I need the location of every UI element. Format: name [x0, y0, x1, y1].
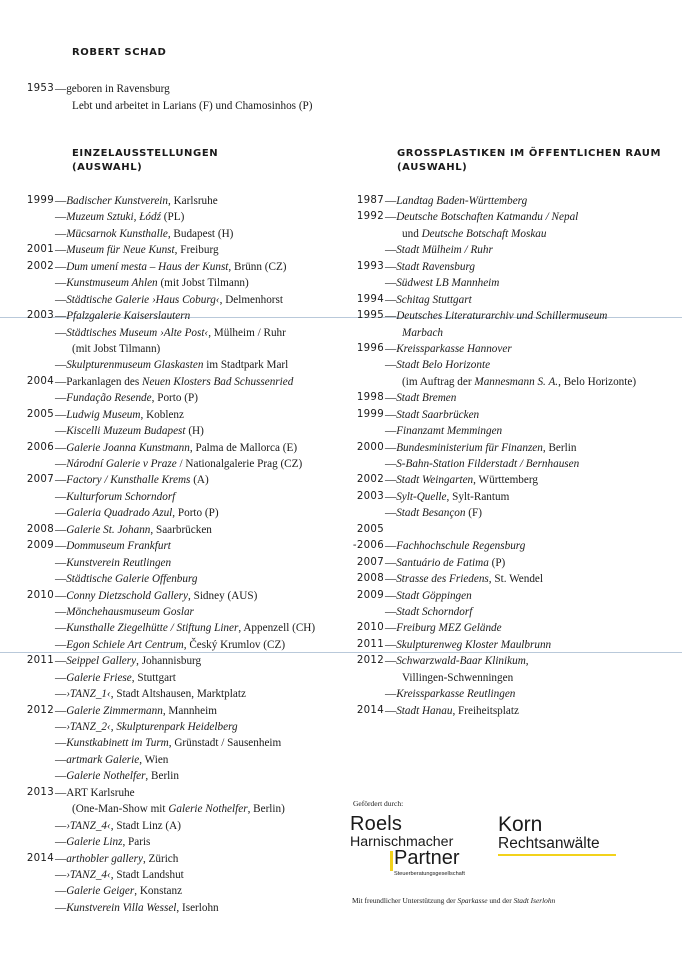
- entry-text: Kunstmuseum Ahlen: [66, 277, 158, 290]
- em-dash: —: [385, 310, 397, 323]
- korn-logo-underline: [498, 854, 616, 856]
- entry-text: Kreissparkasse Hannover: [396, 342, 512, 355]
- em-dash: —: [55, 540, 67, 553]
- entry-text: , Mülheim / Ruhr: [208, 326, 286, 339]
- entry-text: , Stadt Altshausen, Marktplatz: [110, 688, 246, 701]
- korn-rechtsanwaelte-logo: [498, 813, 628, 861]
- entry-text: Städtische Galerie ›Haus Coburg‹: [66, 293, 220, 306]
- em-dash: —: [385, 556, 397, 569]
- em-dash: —: [385, 655, 397, 668]
- em-dash: —: [385, 507, 397, 520]
- entry-text: Stadt Bremen: [396, 392, 457, 405]
- entry-text: (mit Jobst Tilmann): [72, 342, 161, 355]
- entry-text: Muzeum Sztuki, Łódź: [66, 211, 161, 224]
- em-dash: —: [385, 704, 397, 717]
- em-dash: —: [385, 211, 397, 224]
- em-dash: —: [55, 458, 67, 470]
- em-dash: —: [55, 408, 67, 421]
- entry-text: (P): [488, 556, 506, 569]
- entry-text: , Wien: [139, 753, 169, 766]
- entry-text: (im Auftrag der: [402, 375, 475, 388]
- entry-text: Sylt-Quelle: [396, 490, 447, 503]
- entry-text: Deutsche Botschaften Katmandu / Nepal: [396, 211, 579, 224]
- year-label: 2004: [26, 375, 54, 387]
- entry-text: Galerie Geiger: [66, 885, 135, 898]
- em-dash: —: [385, 425, 397, 438]
- em-dash: —: [385, 359, 397, 372]
- em-dash: —: [55, 293, 67, 306]
- em-dash: —: [55, 507, 67, 520]
- entry-text: Museum für Neue Kunst: [66, 244, 175, 257]
- entry-text: Factory / Kunsthalle Krems: [66, 474, 191, 487]
- year-label: 1995: [356, 310, 384, 322]
- sponsor-label: Gefördert durch:: [353, 799, 404, 808]
- entry-text: Kunsthalle Ziegelhütte / Stiftung Liner: [66, 622, 239, 635]
- entry-text: , Sidney (AUS): [188, 589, 258, 602]
- entry-text: arthobler gallery: [66, 852, 143, 865]
- entry-text: Galerie St. Johann: [66, 523, 151, 536]
- year-label: 2008: [356, 573, 384, 585]
- artist-name: ROBERT SCHAD: [72, 47, 167, 58]
- year-label: 2012: [356, 655, 384, 667]
- entry-text: Schwarzwald-Baar Klinikum: [396, 655, 526, 668]
- year-label: 2005: [26, 408, 54, 420]
- em-dash: —: [385, 573, 397, 586]
- entry-text: Städtische Galerie Offenburg: [66, 573, 198, 586]
- entry-text: Stadt Belo Horizonte: [396, 359, 491, 372]
- entry-text: , Sylt-Rantum: [446, 490, 510, 503]
- entry-text: Freiburg MEZ Gelände: [396, 622, 502, 635]
- em-dash: —: [55, 490, 67, 503]
- em-dash: —: [385, 638, 397, 651]
- entry-text: Seippel Gallery: [66, 655, 137, 668]
- year-label: -2006: [352, 540, 384, 552]
- entry-text: , Palma de Mallorca (E): [189, 441, 298, 454]
- em-dash: —: [55, 359, 67, 372]
- entry-text: (One-Man-Show mit: [72, 803, 169, 816]
- em-dash: —: [55, 622, 67, 635]
- entry-text: Galerie Linz: [66, 836, 123, 849]
- public-sculptures-heading: [397, 147, 661, 175]
- entry-text: Stadt Ravensburg: [396, 260, 476, 273]
- entry-text: Deutsches Literaturarchiv und Schillermuseum: [396, 310, 608, 323]
- em-dash: —: [55, 638, 67, 651]
- em-dash: —: [385, 293, 397, 306]
- entry-text: Galerie Nothelfer: [168, 803, 248, 816]
- em-dash: —: [385, 622, 397, 635]
- entry-text: Stadt Iserlohn: [513, 896, 556, 905]
- em-dash: —: [55, 704, 67, 717]
- entry-text: Stadt Hanau: [396, 704, 453, 717]
- entry-text: Neuen Klosters Bad Schussenried: [142, 375, 294, 388]
- entry-text: Stadt Weingarten: [396, 474, 474, 487]
- entry-text: Galerie Nothelfer: [66, 770, 146, 783]
- em-dash: —: [55, 375, 67, 388]
- em-dash: —: [55, 901, 67, 914]
- year-label: 2003: [356, 490, 384, 502]
- entry-text: (H): [185, 425, 204, 438]
- entry-text: , Konstanz: [134, 885, 183, 898]
- year-label: 1953: [26, 83, 54, 94]
- em-dash: —: [385, 441, 397, 454]
- em-dash: —: [55, 425, 67, 438]
- entry-text: Fachhochschule Regensburg: [396, 540, 526, 553]
- year-label: 2007: [26, 474, 54, 486]
- entry-text: , Iserlohn: [176, 901, 219, 914]
- entry-text: (A): [190, 474, 209, 487]
- year-label: 1999: [26, 195, 54, 206]
- entry-text: , Stadt Landshut: [110, 868, 184, 881]
- entry-text: , Berlin: [542, 441, 577, 454]
- year-label: 1994: [356, 293, 384, 305]
- entry-text: Finanzamt Memmingen: [396, 425, 503, 438]
- year-label: 2014: [356, 704, 384, 716]
- em-dash: —: [55, 819, 67, 832]
- em-dash: —: [55, 786, 67, 799]
- entry-text: Mit freundlicher Unterstützung der: [352, 896, 458, 905]
- year-label: 2008: [26, 523, 54, 535]
- entry-text: ,: [525, 655, 529, 668]
- entry-text: , Grünstadt / Sausenheim: [168, 737, 282, 750]
- em-dash: —: [55, 836, 67, 849]
- entry-text: Santuário de Fatima: [396, 556, 489, 569]
- entry-text: Stadt Göppingen: [396, 589, 472, 602]
- public-heading-line-2: (AUSWAHL): [397, 162, 468, 173]
- entry-text: Skulpturenmuseum Glaskasten: [66, 359, 204, 372]
- year-label: 2010: [26, 589, 54, 601]
- entry-text: Egon Schiele Art Centrum: [66, 638, 184, 651]
- year-label: 2009: [26, 540, 54, 552]
- em-dash: —: [385, 490, 397, 503]
- entry-text: , Porto (P): [151, 392, 198, 405]
- em-dash: —: [55, 688, 67, 701]
- em-dash: —: [385, 589, 397, 602]
- entry-text: , Freiheitsplatz: [452, 704, 519, 717]
- entry-text: , Belo Horizonte): [558, 375, 637, 388]
- entry-text: und der: [487, 896, 514, 905]
- solo-heading-line-1: EINZELAUSSTELLUNGEN: [72, 148, 219, 159]
- em-dash: —: [55, 589, 67, 602]
- entry-text: Badischer Kunstverein: [66, 195, 168, 207]
- entry-text: (mit Jobst Tilmann): [157, 277, 249, 290]
- entry-text: Deutsche Botschaft Moskau: [421, 227, 547, 240]
- entry-text: Galerie Friese: [66, 671, 132, 684]
- em-dash: —: [55, 392, 67, 405]
- year-label: 1993: [356, 260, 384, 272]
- year-label: 2002: [356, 474, 384, 486]
- em-dash: —: [55, 556, 67, 569]
- entry-text: artmark Galerie: [66, 753, 140, 766]
- entry-text: , Karlsruhe: [168, 195, 218, 207]
- entry-text: , Saarbrücken: [150, 523, 212, 536]
- year-label: 2000: [356, 441, 384, 453]
- entry-text: Dum umení mesta – Haus der Kunst: [66, 260, 229, 273]
- entry-text: , Brünn (CZ): [228, 260, 287, 273]
- footnote: [352, 896, 555, 905]
- entry-text: Mücsarnok Kunsthalle: [66, 227, 168, 240]
- entry-text: , Koblenz: [140, 408, 184, 421]
- entry-text: , Württemberg: [473, 474, 538, 487]
- entry-text: Kunstkabinett im Turm: [66, 737, 169, 750]
- entry-text: Kreissparkasse Reutlingen: [396, 688, 516, 701]
- em-dash: —: [55, 244, 67, 257]
- entry-text: (F): [465, 507, 482, 520]
- entry-text: Kunstverein Villa Wessel: [66, 901, 177, 914]
- entry-text: Südwest LB Mannheim: [396, 277, 500, 290]
- em-dash: —: [55, 277, 67, 290]
- entry-text: Stadt Schorndorf: [396, 605, 473, 618]
- year-label: 2001: [26, 244, 54, 256]
- entry-text: , Budapest (H): [167, 227, 234, 240]
- entry-text: , Stadt Linz (A): [110, 819, 181, 832]
- entry-text: , Appenzell (CH): [238, 622, 316, 635]
- entry-text: Skulpturenweg Kloster Maulbrunn: [396, 638, 552, 651]
- entry-text: Pfalzgalerie Kaiserslautern: [66, 310, 191, 323]
- korn-logo-line-2: Rechtsanwälte: [498, 835, 600, 852]
- year-label: 2009: [356, 589, 384, 601]
- entry-text: , Paris: [122, 836, 151, 849]
- em-dash: —: [55, 753, 67, 766]
- entry-text: Landtag Baden-Württemberg: [396, 195, 528, 207]
- em-dash: —: [55, 211, 67, 224]
- entry-text: Ludwig Museum: [66, 408, 141, 421]
- year-label: 2011: [26, 655, 54, 667]
- em-dash: —: [385, 474, 397, 487]
- solo-heading-line-2: (AUSWAHL): [72, 162, 143, 173]
- entry-text: Galerie Joanna Kunstmann: [66, 441, 190, 454]
- em-dash: —: [385, 260, 397, 273]
- year-label: 2005: [356, 523, 384, 535]
- em-dash: —: [385, 540, 397, 553]
- year-label: 2002: [26, 260, 54, 272]
- year-label: 2003: [26, 310, 54, 322]
- year-label: 2007: [356, 556, 384, 568]
- entry-text: S-Bahn-Station Filderstadt / Bernhausen: [396, 458, 580, 470]
- em-dash: —: [385, 408, 397, 421]
- em-dash: —: [385, 605, 397, 618]
- em-dash: —: [55, 885, 67, 898]
- entry-text: Mannesmann S. A.: [474, 375, 559, 388]
- entry-text: ›TANZ_4‹: [66, 819, 111, 832]
- year-label: 2012: [26, 704, 54, 716]
- em-dash: —: [55, 573, 67, 586]
- roels-harnischmacher-logo: [350, 813, 480, 881]
- em-dash: —: [55, 195, 67, 207]
- entry-text: , Delmenhorst: [219, 293, 283, 306]
- em-dash: —: [55, 326, 67, 339]
- roels-logo-accent-bar: [390, 851, 393, 871]
- year-label: 1999: [356, 408, 384, 420]
- entry-text: ›TANZ_2‹, Skulpturenpark Heidelberg: [66, 721, 238, 733]
- entry-text: Dommuseum Frankfurt: [66, 540, 171, 553]
- em-dash: —: [385, 195, 397, 207]
- entry-text: Stadt Saarbrücken: [396, 408, 480, 421]
- entry-text: , Porto (P): [172, 507, 219, 520]
- year-label: 1987: [356, 195, 384, 206]
- em-dash: —: [55, 868, 67, 881]
- year-label: 2014: [26, 852, 54, 864]
- year-label: 2006: [26, 441, 54, 453]
- entry-text: ›TANZ_1‹: [66, 688, 111, 701]
- entry-text: Strasse des Friedens: [396, 573, 489, 586]
- year-label: 1992: [356, 211, 384, 223]
- em-dash: —: [55, 852, 67, 865]
- entry-text: geboren in Ravensburg: [66, 83, 170, 95]
- em-dash: —: [385, 688, 397, 701]
- roels-logo-line-4: Steuerberatungsgesellschaft: [394, 871, 465, 877]
- em-dash: —: [385, 392, 397, 405]
- year-label: 2010: [356, 622, 384, 634]
- entry-text: Fundação Resende: [66, 392, 152, 405]
- em-dash: —: [55, 227, 67, 240]
- em-dash: —: [55, 441, 67, 454]
- entry-text: Schitag Stuttgart: [396, 293, 472, 306]
- entry-text: Bundesministerium für Finanzen: [396, 441, 543, 454]
- entry-text: / Nationalgalerie Prag (CZ): [176, 458, 303, 470]
- roels-logo-line-3: Partner: [394, 847, 460, 869]
- year-label: 1998: [356, 392, 384, 404]
- entry-text: Galerie Zimmermann: [66, 704, 163, 717]
- entry-text: Marbach: [402, 326, 444, 339]
- em-dash: —: [55, 523, 67, 536]
- entry-text: , Freiburg: [174, 244, 219, 257]
- em-dash: —: [55, 474, 67, 487]
- year-label: 2013: [26, 786, 54, 798]
- em-dash: —: [55, 721, 67, 733]
- em-dash: —: [55, 737, 67, 750]
- entry-text: Kunstverein Reutlingen: [66, 556, 172, 569]
- entry-text: Sparkasse: [457, 896, 488, 905]
- em-dash: —: [385, 458, 397, 470]
- entry-text: , Berlin: [145, 770, 179, 783]
- entry-text: Galeria Quadrado Azul: [66, 507, 173, 520]
- roels-logo-line-2: Harnischmacher: [350, 834, 454, 850]
- entry-text: , Zürich: [142, 852, 179, 865]
- entry-text: Stadt Besançon: [396, 507, 466, 520]
- entry-text: , St. Wendel: [488, 573, 544, 586]
- public-heading-line-1: GROSSPLASTIKEN IM ÖFFENTLICHEN RAUM: [397, 148, 662, 159]
- entry-text: Städtisches Museum ›Alte Post‹: [66, 326, 209, 339]
- entry-text: , Johannisburg: [136, 655, 202, 668]
- em-dash: —: [385, 342, 397, 355]
- entry-text: und: [402, 227, 422, 240]
- entry-text: Stadt Mülheim / Ruhr: [396, 244, 493, 257]
- entry-text: Kulturforum Schorndorf: [66, 490, 176, 503]
- entry-text: im Stadtpark Marl: [203, 359, 289, 372]
- entry-text: Villingen-Schwenningen: [402, 671, 514, 684]
- roels-logo-line-1: Roels: [350, 813, 403, 835]
- korn-logo-line-1: Korn: [498, 813, 543, 836]
- em-dash: —: [55, 770, 67, 783]
- entry-text: (PL): [160, 211, 185, 224]
- em-dash: —: [55, 655, 67, 668]
- entry-text: , Mannheim: [162, 704, 217, 717]
- entry-text: , Stuttgart: [131, 671, 176, 684]
- year-label: 1996: [356, 342, 384, 354]
- entry-text: Lebt und arbeitet in Larians (F) und Chamosinhos (P): [72, 99, 313, 112]
- entry-text: , Český Krumlov (CZ): [183, 638, 286, 651]
- em-dash: —: [55, 605, 67, 618]
- entry-text: ›TANZ_4‹: [66, 868, 111, 881]
- em-dash: —: [55, 260, 67, 273]
- em-dash: —: [55, 310, 67, 323]
- em-dash: —: [385, 244, 397, 257]
- entry-text: , Berlin): [247, 803, 285, 816]
- entry-text: ART Karlsruhe: [66, 786, 135, 799]
- year-label: 2011: [356, 638, 384, 650]
- em-dash: —: [55, 671, 67, 684]
- em-dash: —: [55, 83, 67, 95]
- entry-text: Parkanlagen des: [66, 375, 142, 388]
- entry-text: Národní Galerie v Praze: [66, 458, 177, 470]
- em-dash: —: [385, 277, 397, 290]
- entry-text: Mönchehausmuseum Goslar: [66, 605, 194, 618]
- solo-exhibitions-heading: [72, 147, 218, 175]
- entry-text: Kiscelli Muzeum Budapest: [66, 425, 186, 438]
- entry-text: Conny Dietzschold Gallery: [66, 589, 188, 602]
